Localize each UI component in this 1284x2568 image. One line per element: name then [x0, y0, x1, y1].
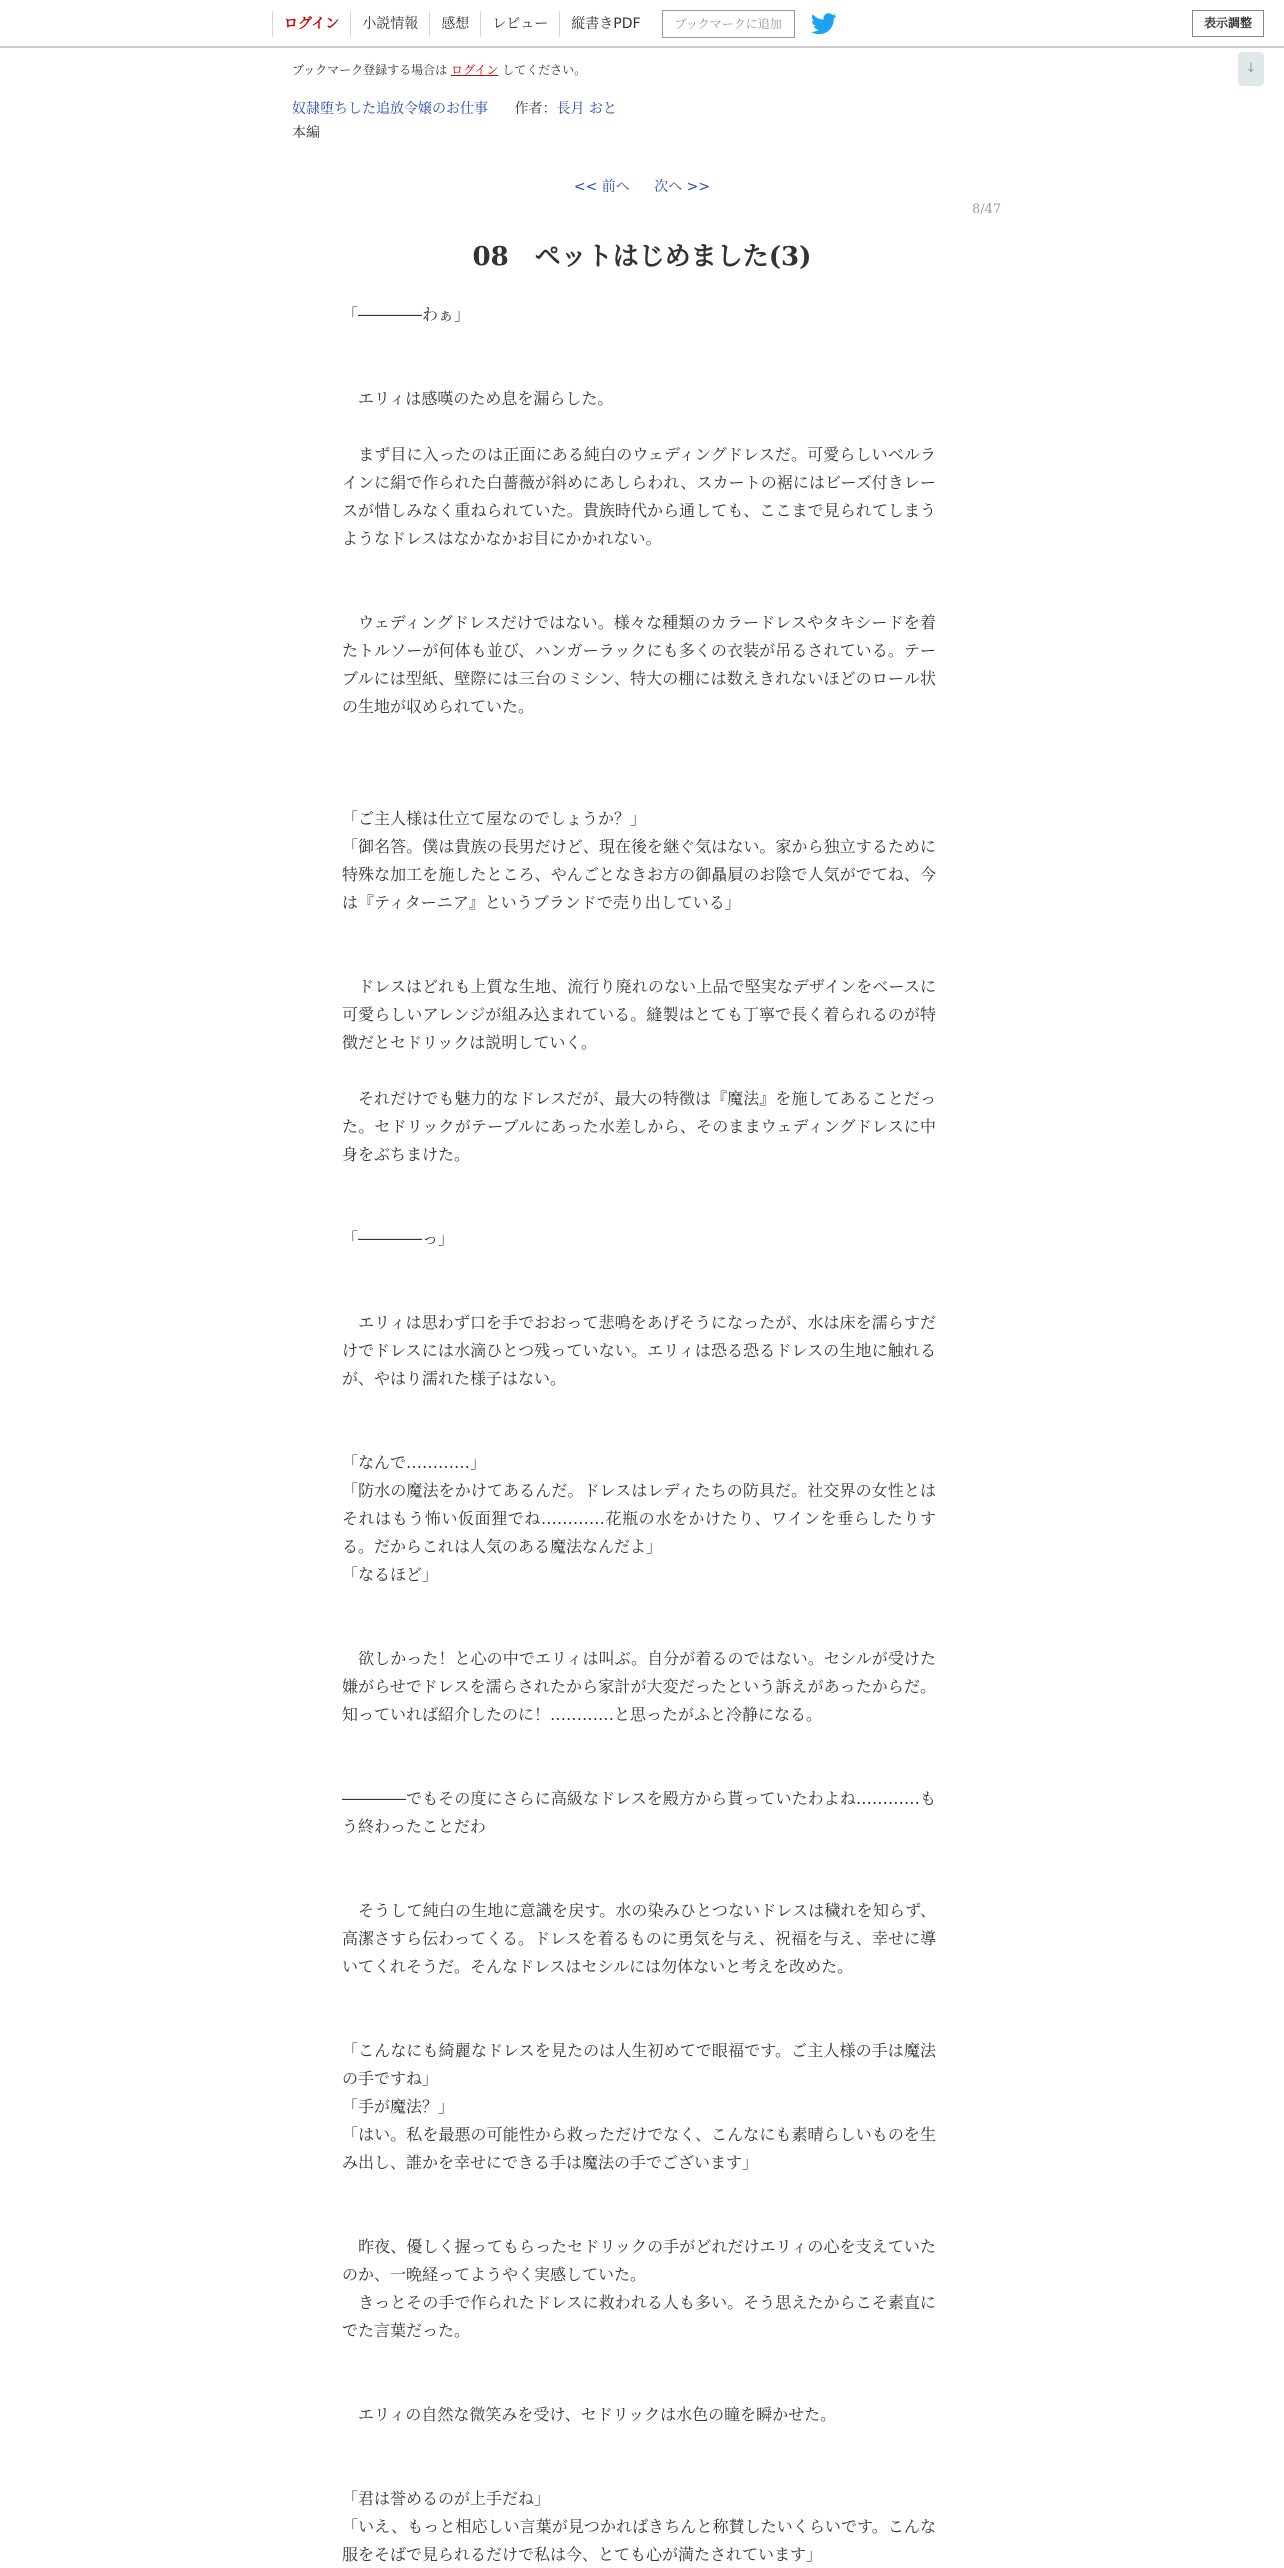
blank-line	[342, 2457, 936, 2485]
blank-line	[342, 1281, 936, 1309]
blank-line	[342, 413, 936, 441]
novel-paragraph: 「君は誉めるのが上手だね」	[342, 2489, 551, 2508]
blank-line	[342, 1421, 936, 1449]
blank-line	[342, 329, 936, 357]
blank-line	[342, 1253, 936, 1281]
novel-paragraph: そうして純白の生地に意識を戻す。水の染みひとつないドレスは穢れを知らず、高潔さすら伝わってくる。ドレスを着るものに勇気を与え、祝福を与え、幸せに導いてくれそうだ。そんなドレスはセシルには勿体ないと考えを改めた。	[342, 1901, 936, 1976]
prev-chapter-link[interactable]: << 前へ	[573, 179, 630, 195]
novel-paragraph: まず目に入ったのは正面にある純白のウェディングドレスだ。可愛らしいベルラインに絹で作られた白薔薇が斜めにあしらわれ、スカートの裾にはビーズ付きレースが惜しみなく重ねられていた。貴族時代から通しても、ここまで見られてしまうようなドレスはなかなかお目にかかれない。	[342, 445, 936, 548]
novel-paragraph: エリィは感嘆のため息を漏らした。	[342, 389, 614, 408]
blank-line	[342, 777, 936, 805]
twitter-bird-icon[interactable]	[811, 13, 837, 35]
blank-line	[342, 917, 936, 945]
blank-line	[342, 721, 936, 749]
display-settings-button[interactable]: 表示調整	[1192, 10, 1264, 37]
blank-line	[342, 2345, 936, 2373]
nav-novel-info-link[interactable]: 小説情報	[350, 11, 429, 37]
novel-paragraph: 昨夜、優しく握ってもらったセドリックの手がどれだけエリィの心を支えていたのか、一晩経ってようやく実感していた。	[342, 2237, 936, 2284]
novel-paragraph: 「――――わぁ」	[342, 305, 470, 324]
novel-paragraph: きっとその手で作られたドレスに救われる人も多い。そう思えたからこそ素直にでた言葉だった。	[342, 2293, 936, 2340]
novel-paragraph: 「ご主人様は仕立て屋なのでしょうか？」	[342, 809, 647, 828]
nav-login-link[interactable]: ログイン	[272, 11, 350, 37]
novel-paragraph: ドレスはどれも上質な生地、流行り廃れのない上品で堅実なデザインをベースに可愛らしいアレンジが組み込まれている。縫製はとても丁寧で長く着られるのが特徴だとセドリックは説明していく。	[342, 977, 936, 1052]
blank-line	[342, 945, 936, 973]
series-title-link[interactable]: 奴隷堕ちした追放令嬢のお仕事	[292, 101, 488, 117]
novel-paragraph: エリィの自然な微笑みを受け、セドリックは水色の瞳を瞬かせた。	[342, 2405, 837, 2424]
chapter-title: 08 ペットはじめました(3)	[472, 242, 812, 272]
novel-paragraph: 「――――っ」	[342, 1229, 455, 1248]
main-nav	[272, 9, 837, 39]
blank-line	[342, 2177, 936, 2205]
blank-line	[342, 357, 936, 385]
chapter-pager	[0, 176, 1284, 196]
blank-line	[342, 2205, 936, 2233]
author-link[interactable]: 長月 おと	[556, 101, 617, 117]
top-header	[0, 0, 1284, 48]
novel-paragraph: ウェディングドレスだけではない。様々な種類のカラードレスやタキシードを着たトルソーが何体も並び、ハンガーラックにも多くの衣装が吊るされている。テーブルには型紙、壁際には三台のミシン、特大の棚には数えきれないほどのロール状の生地が収められていた。	[342, 613, 936, 716]
blank-line	[342, 1869, 936, 1897]
novel-paragraph: それだけでも魅力的なドレスだが、最大の特徴は『魔法』を施してあることだった。セドリックがテーブルにあった水差しから、そのままウェディングドレスに中身をぶちまけた。	[342, 1089, 936, 1164]
bookmark-login-notice	[292, 61, 586, 78]
bookmark-add-button[interactable]: ブックマークに追加	[662, 10, 795, 38]
novel-paragraph: ――――でもその度にさらに高級なドレスを殿方から貰っていたわよね…………もう終わったことだわ	[342, 1789, 936, 1836]
blank-line	[342, 1617, 936, 1645]
blank-line	[342, 581, 936, 609]
blank-line	[342, 1729, 936, 1757]
blank-line	[342, 1169, 936, 1197]
blank-line	[342, 1057, 936, 1085]
novel-paragraph: 欲しかった！と心の中でエリィは叫ぶ。自分が着るのではない。セシルが受けた嫌がらせでドレスを濡らされたから家計が大変だったという訴えがあったからだ。知っていれば紹介したのに！…………と思ったがふと冷静になる。	[342, 1649, 936, 1724]
next-chapter-link[interactable]: 次へ >>	[654, 179, 711, 195]
notice-login-link[interactable]: ログイン	[451, 63, 499, 77]
novel-paragraph: 「なんで…………」	[342, 1453, 487, 1472]
nav-impressions-link[interactable]: 感想	[429, 11, 480, 37]
novel-paragraph: 「防水の魔法をかけてあるんだ。ドレスはレディたちの防具だ。社交界の女性とはそれはもう怖い仮面狸でね…………花瓶の水をかけたり、ワインを垂らしたりする。だからこれは人気のある魔法なんだよ」	[342, 1481, 936, 1556]
blank-line	[342, 1393, 936, 1421]
nav-pdf-link[interactable]: 縦書きPDF	[559, 11, 651, 37]
chapter-count: 8/47	[972, 202, 1002, 217]
blank-line	[342, 553, 936, 581]
blank-line	[342, 2429, 936, 2457]
blank-line	[342, 1197, 936, 1225]
novel-paragraph: 「いえ、もっと相応しい言葉が見つかればきちんと称賛したいくらいです。こんな服をそばで見られるだけで私は今、とても心が満たされています」	[342, 2517, 936, 2564]
blank-line	[342, 1757, 936, 1785]
novel-paragraph: エリィは思わず口を手でおおって悲鳴をあげそうになったが、水は床を濡らすだけでドレスには水滴ひとつ残っていない。エリィは恐る恐るドレスの生地に触れるが、やはり濡れた様子はない。	[342, 1313, 936, 1388]
novel-paragraph: 「はい。私を最悪の可能性から救っただけでなく、こんなにも素晴らしいものを生み出し、誰かを幸せにできる手は魔法の手でございます」	[342, 2125, 936, 2172]
blank-line	[342, 2009, 936, 2037]
nav-review-link[interactable]: レビュー	[480, 11, 559, 37]
author-label: 作者：	[514, 101, 557, 117]
notice-suffix: してください。	[502, 63, 587, 77]
novel-paragraph: 「こんなにも綺麗なドレスを見たのは人生初めてで眼福です。ご主人様の手は魔法の手ですね」	[342, 2041, 936, 2088]
novel-paragraph: 「なるほど」	[342, 1565, 439, 1584]
novel-meta	[292, 98, 617, 118]
notice-prefix: ブックマーク登録する場合は	[292, 63, 448, 77]
blank-line	[342, 1589, 936, 1617]
blank-line	[342, 749, 936, 777]
blank-line	[342, 1981, 936, 2009]
novel-paragraph: 「御名答。僕は貴族の長男だけど、現在後を継ぐ気はない。家から独立するために特殊な加工を施したところ、やんごとなきお方の御贔屓のお陰で人気がでてね、今は『ティターニア』というブランドで売り出している」	[342, 837, 936, 912]
novel-paragraph: 「手が魔法？」	[342, 2097, 455, 2116]
novel-body	[342, 301, 936, 2568]
blank-line	[342, 2373, 936, 2401]
scroll-down-icon[interactable]: ↓	[1238, 52, 1264, 86]
blank-line	[342, 1841, 936, 1869]
section-label: 本編	[292, 125, 320, 141]
